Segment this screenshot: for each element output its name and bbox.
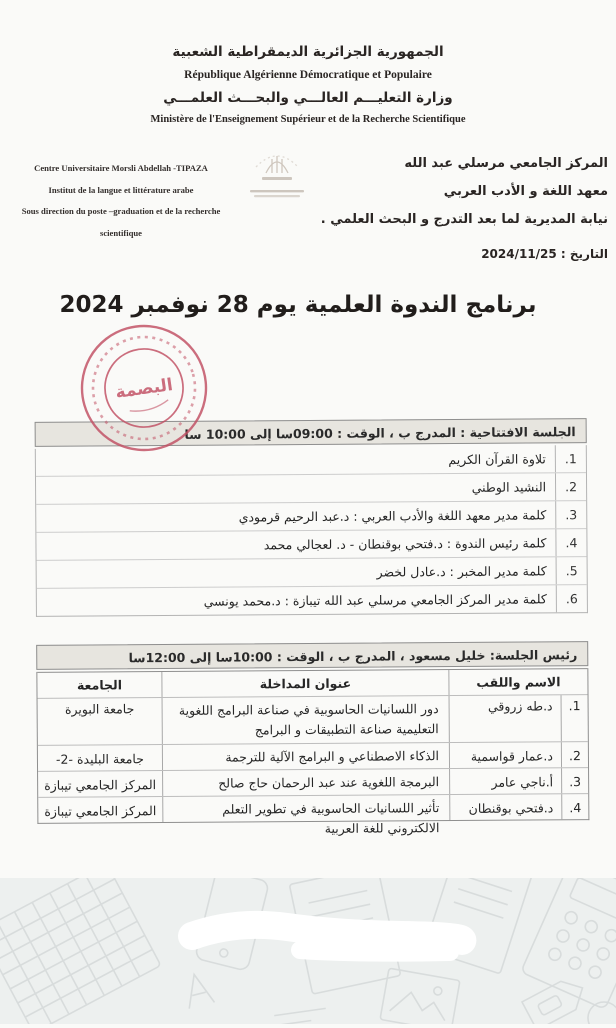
republic-line-fr: République Algérienne Démocratique et Populaire [184,69,432,81]
institution-block-ar [258,150,608,268]
session2-column-headers [37,668,587,698]
institution-ar-line2: معهد اللغة و الأدب العربي [443,184,608,199]
talk-title: دور اللسانيات الحاسوبية في صناعة البرامج اللغوية التعليمية صناعة التطبيقات و البرامج [162,696,449,744]
redaction-scribble [192,925,462,941]
row-text: تلاوة القرآن الكريم [448,451,546,468]
table-row [38,793,588,836]
stationery-doodles [0,878,616,1024]
republic-line-ar: الجمهورية الجزائرية الديمقراطية الشعبية [172,44,444,60]
row-number: 1. [555,445,586,472]
row-number: 2. [555,473,586,500]
session2-header: رئيس الجلسة: خليل مسعود ، المدرج ب ، الوقت : 10:00سا إلى 12:00سا [36,641,588,670]
institution-ar-line1: المركز الجامعي مرسلي عبد الله [404,156,608,171]
speaker-name: أ.ناجي عامر [449,768,561,794]
session1-body [35,445,588,617]
table-row [37,556,587,588]
row-text: كلمة مدير المركز الجامعي مرسلي عبد الله تيبازة : د.محمد يونسي [203,591,547,609]
ministry-line-fr: Ministère de l'Enseignement Supérieur et de la Recherche Scientifique [150,114,466,125]
table-row [36,445,586,476]
institution-fr-line1: Centre Universitaire Morsli Abdellah -TIPAZA [34,163,208,173]
redaction-scribble [300,950,450,953]
row-number: 3. [555,501,586,528]
table-row [36,500,586,532]
session1-table [35,418,588,617]
date-line: التاريخ : 2024/11/25 [481,247,608,261]
session2-table [36,641,589,836]
row-text: كلمة مدير المخبر : د.عادل لخضر [376,563,547,580]
talk-title: تأثير اللسانيات الحاسوبية في تطوير التعلم الالكتروني للغة العربية [162,795,449,822]
institution-fr-line4: scientifique [99,227,142,238]
speaker-name: د.طه زروقي [449,695,561,742]
row-text: كلمة رئيس الندوة : د.فتحي بوقنطان - د. لعجالي محمد [263,535,547,553]
page-title: برنامج الندوة العلمية يوم 28 نوفمبر 2024 [59,292,537,318]
row-text: النشيد الوطني [471,479,547,495]
column-header-name: الاسم واللقب [448,669,587,695]
talk-title: الذكاء الاصطناعي و البرامج الآلية للترجمة [162,743,449,770]
column-header-university: الجامعة [76,677,123,693]
university-name: المركز الجامعي تيبازة [44,777,157,793]
table-row [38,694,588,745]
university-name: المركز الجامعي تيبازة [44,803,157,819]
institution-fr-line2: Institut de la langue et littérature arabe [48,184,194,195]
table-row [36,528,586,560]
scanner-app-background [0,878,616,1024]
session2-body [36,668,589,836]
row-number: 6. [556,585,587,612]
talk-title: البرمجة اللغوية عند عبد الرحمان حاج صالح [162,769,449,796]
speaker-name: د.فتحي بوقنطان [449,794,561,820]
institution-ar-line3: نيابة المديرية لما بعد التدرج و البحث العلمي . [320,212,608,227]
row-number: 3. [561,768,588,793]
row-text: كلمة مدير معهد اللغة والأدب العربي : د.عبد الرحيم قرمودي [238,507,547,525]
program-tables [35,418,590,836]
table-row [36,472,586,504]
row-number: 4. [561,794,588,819]
session1-header: الجلسة الافتتاحية : المدرج ب ، الوقت : 09:00سا إلى 10:00 سا [35,418,587,447]
university-name: جامعة البويرة [64,701,135,717]
speaker-name: د.عمار قواسمية [449,742,561,768]
row-number: 5. [556,557,587,584]
institution-block-fr [0,158,242,244]
row-number: 4. [555,529,586,556]
document-header [30,44,586,125]
column-header-talk-title: عنوان المداخلة [161,670,448,697]
row-number: 2. [561,742,588,767]
stamp-center-text: البصمة [114,375,175,403]
table-row [38,741,588,771]
ministry-line-ar: وزارة التعليـــم العالـــي والبحـــث العلمـــي [163,90,453,106]
table-row [38,767,588,797]
table-row [37,584,587,616]
university-name: جامعة البليدة -2- [55,751,144,767]
institution-fr-line3: Sous direction du poste –graduation et de la recherche [21,206,221,216]
row-number: 1. [561,695,588,741]
